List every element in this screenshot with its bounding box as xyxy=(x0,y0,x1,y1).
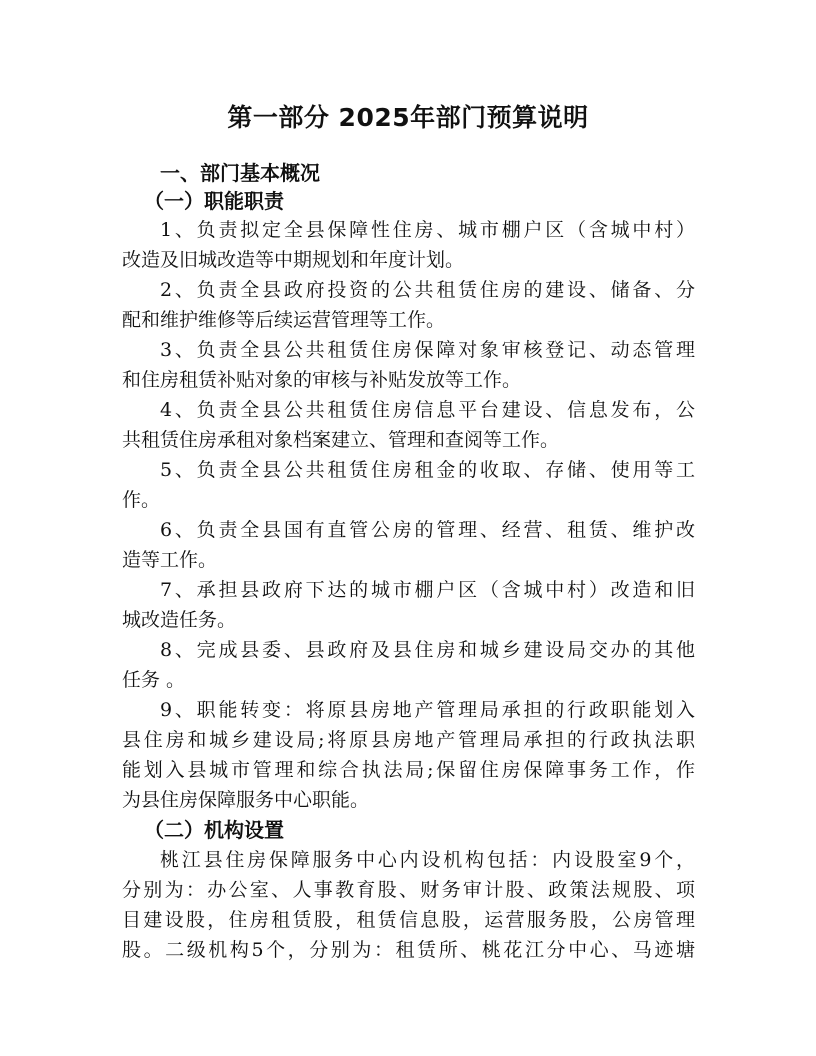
paragraph-line: 分别为：办公室、人事教育股、财务审计股、政策法规股、项 xyxy=(122,879,695,901)
paragraph-line: 造等工作。 xyxy=(122,549,218,571)
paragraph-line: 共租赁住房承租对象档案建立、管理和查阅等工作。 xyxy=(122,429,560,451)
section-heading: 一、部门基本概况 xyxy=(160,161,320,185)
paragraph xyxy=(122,845,695,965)
paragraph-line: 为县住房保障服务中心职能。 xyxy=(122,789,370,811)
paragraph xyxy=(122,275,695,335)
paragraph-line: 桃江县住房保障服务中心内设机构包括：内设股室9个， xyxy=(160,849,695,871)
paragraph-line: 2、负责全县政府投资的公共租赁住房的建设、储备、分 xyxy=(160,279,695,301)
paragraph-line: 能划入县城市管理和综合执法局;保留住房保障事务工作，作 xyxy=(122,759,695,781)
paragraph-line: 8、完成县委、县政府及县住房和城乡建设局交办的其他 xyxy=(160,639,695,661)
paragraph-line: 城改造任务。 xyxy=(122,609,237,631)
paragraph-line: 股。二级机构5个，分别为：租赁所、桃花江分中心、马迹塘 xyxy=(122,939,695,961)
paragraph-line: 和住房租赁补贴对象的审核与补贴发放等工作。 xyxy=(122,369,522,391)
paragraph-line: 6、负责全县国有直管公房的管理、经营、租赁、维护改 xyxy=(160,519,695,541)
subsection-heading: （二）机构设置 xyxy=(144,818,284,842)
paragraph xyxy=(122,515,695,575)
paragraph-line: 5、负责全县公共租赁住房租金的收取、存储、使用等工 xyxy=(160,459,695,481)
paragraph-line: 作。 xyxy=(122,489,161,511)
paragraph xyxy=(122,335,695,395)
document-body xyxy=(122,160,695,965)
subsection-heading: （一）职能职责 xyxy=(144,189,284,213)
paragraph-line: 4、负责全县公共租赁住房信息平台建设、信息发布，公 xyxy=(160,399,695,421)
paragraph xyxy=(122,395,695,455)
page-title: 第一部分 2025年部门预算说明 xyxy=(227,103,589,132)
paragraph xyxy=(122,455,695,515)
paragraph-line: 配和维护维修等后续运营管理等工作。 xyxy=(122,309,446,331)
paragraph-line: 任务 。 xyxy=(122,669,186,691)
paragraph-line: 县住房和城乡建设局;将原县房地产管理局承担的行政执法职 xyxy=(122,729,695,751)
paragraph-line: 改造及旧城改造等中期规划和年度计划。 xyxy=(122,249,465,271)
paragraph-line: 9、职能转变：将原县房地产管理局承担的行政职能划入 xyxy=(160,699,695,721)
paragraph xyxy=(122,215,695,275)
paragraph-line: 3、负责全县公共租赁住房保障对象审核登记、动态管理 xyxy=(160,339,695,361)
paragraph-line: 7、承担县政府下达的城市棚户区（含城中村）改造和旧 xyxy=(160,579,695,601)
paragraph xyxy=(122,575,695,635)
paragraph-line: 1、负责拟定全县保障性住房、城市棚户区（含城中村） xyxy=(160,219,695,241)
paragraph xyxy=(122,695,695,815)
paragraph xyxy=(122,635,695,695)
paragraph-line: 目建设股，住房租赁股，租赁信息股，运营服务股，公房管理 xyxy=(122,909,695,931)
